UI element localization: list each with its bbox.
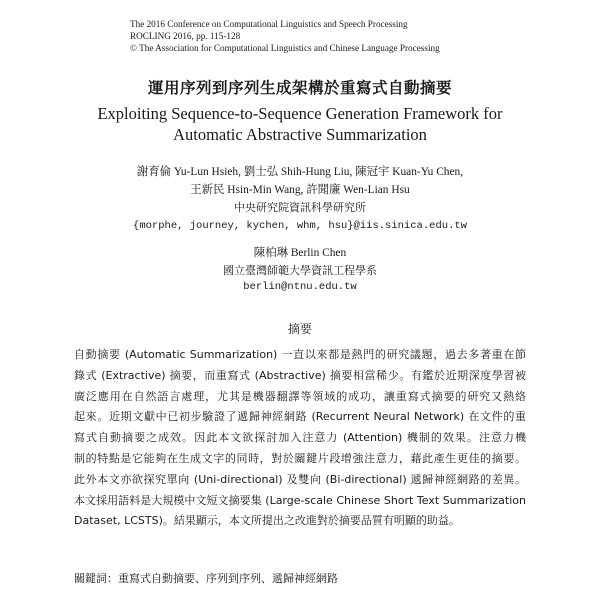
copyright-line: © The Association for Computational Linguistics and Chinese Language Processing: [130, 43, 440, 53]
author-list-line-1: 謝育倫 Yu-Lun Hsieh, 劉士弘 Shih-Hung Liu, 陳冠宇 Kuan-Yu Chen,: [136, 166, 464, 178]
proceedings-pages: ROCLING 2016, pp. 115-128: [130, 31, 241, 41]
paper-title-chinese: 運用序列到序列生成架構於重寫式自動摘要: [147, 79, 452, 97]
abstract-line: 本文採用語料是大規模中文短文摘要集 (Large-scale Chinese Short Text Summarization: [74, 493, 526, 507]
email-list-1: {morphe, journey, kychen, whm, hsu}@iis.sinica.edu.tw: [133, 220, 467, 232]
author-block-1: [0, 163, 600, 235]
abstract-line: 寫式自動摘要之成效。因此本文欲探討加入注意力 (Attention) 機制的效果。注意力機: [74, 431, 526, 445]
affiliation-2: 國立臺灣師範大學資訊工程學系: [223, 264, 377, 277]
author-name-2: 陳柏琳 Berlin Chen: [253, 247, 347, 259]
keywords: 關鍵詞：重寫式自動摘要、序列到序列、遞歸神經網路: [74, 572, 338, 585]
abstract-line: 此外本文亦欲探究單向 (Uni-directional) 及雙向 (Bi-directional) 遞歸神經網路的差異。: [74, 472, 526, 486]
abstract-line: 起來。近期文獻中已初步驗證了遞歸神經網路 (Recurrent Neural Network) 在文件的重: [74, 410, 526, 424]
author-block-2: [0, 245, 600, 296]
conference-name: The 2016 Conference on Computational Linguistics and Speech Processing: [130, 19, 408, 29]
abstract-line: 自動摘要 (Automatic Summarization) 一直以來都是熱門的研究議題，過去多著重在節: [74, 348, 526, 361]
abstract-heading: 摘要: [287, 322, 312, 336]
abstract-line: 廣泛應用在自然語言處理，尤其是機器翻譯等領域的成功，讓重寫式摘要的研究又熱絡: [74, 389, 526, 403]
title-line-2: Automatic Abstractive Summarization: [173, 125, 427, 144]
title-line-1: Exploiting Sequence-to-Sequence Generation Framework for: [97, 104, 503, 123]
abstract-line: 錄式 (Extractive) 摘要，而重寫式 (Abstractive) 摘要相當稀少。有鑑於近期深度學習被: [74, 368, 526, 382]
abstract-body: [74, 345, 526, 532]
author-list-line-2: 王新民 Hsin-Min Wang, 許聞廉 Wen-Lian Hsu: [190, 184, 410, 196]
affiliation-1: 中央研究院資訊科學研究所: [234, 201, 366, 214]
conference-header: [130, 18, 440, 54]
paper-title-english: [0, 103, 600, 145]
abstract-line: Dataset, LCSTS)。結果顯示，本文所提出之改進對於摘要品質有明顯的助益。: [74, 514, 460, 528]
email-2: berlin@ntnu.edu.tw: [243, 281, 357, 293]
abstract-line: 制的特點是它能夠在生成文字的同時，對於關鍵片段增強注意力，藉此產生更佳的摘要。: [74, 451, 526, 465]
